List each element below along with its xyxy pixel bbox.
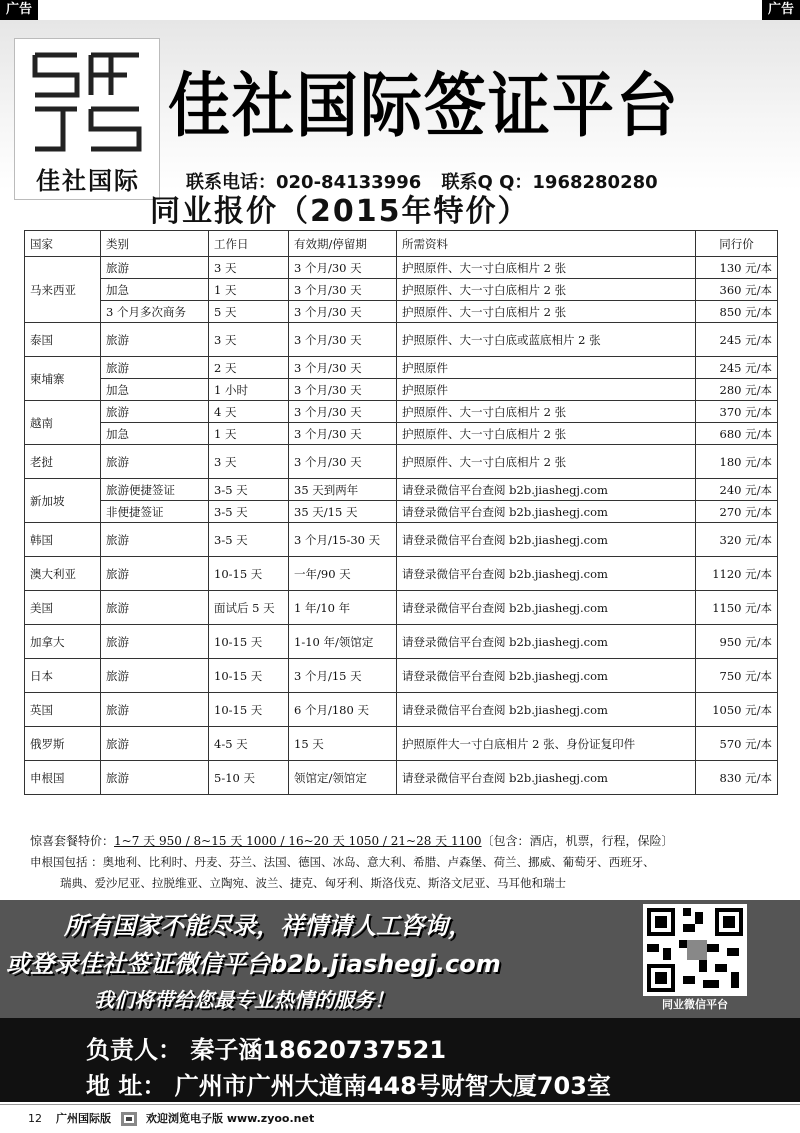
cell-validity: 15 天 — [289, 727, 397, 761]
cell-price: 370 元/本 — [696, 401, 778, 423]
cell-days: 4-5 天 — [209, 727, 289, 761]
table-row — [25, 761, 778, 795]
cell-docs: 请登录微信平台查阅 b2b.jiashegj.com — [397, 479, 696, 501]
cell-country: 俄罗斯 — [25, 727, 101, 761]
package-label: 惊喜套餐特价： — [30, 834, 115, 848]
contact-qq: 联系Q Q：1968280280 — [441, 172, 658, 193]
cell-price: 240 元/本 — [696, 479, 778, 501]
table-row — [25, 301, 778, 323]
cell-type: 旅游 — [101, 659, 209, 693]
col-country: 国家 — [25, 231, 101, 257]
table-row — [25, 727, 778, 761]
table-row — [25, 279, 778, 301]
cell-price: 245 元/本 — [696, 323, 778, 357]
cell-type: 旅游便捷签证 — [101, 479, 209, 501]
qr-block — [636, 904, 754, 1014]
address: 地 址： 广州市广州大道南448号财智大厦703室 — [86, 1072, 611, 1100]
qr-label: 同业微信平台 — [662, 998, 728, 1011]
cell-price: 360 元/本 — [696, 279, 778, 301]
cell-price: 245 元/本 — [696, 357, 778, 379]
cell-price: 830 元/本 — [696, 761, 778, 795]
cell-days: 1 天 — [209, 423, 289, 445]
table-row — [25, 257, 778, 279]
cell-docs: 护照原件、大一寸白底或蓝底相片 2 张 — [397, 323, 696, 357]
publication-name: 广州国际版 — [56, 1112, 111, 1125]
cell-country: 柬埔寨 — [25, 357, 101, 401]
table-body — [25, 257, 778, 795]
cell-docs: 护照原件、大一寸白底相片 2 张 — [397, 301, 696, 323]
cell-price: 750 元/本 — [696, 659, 778, 693]
cell-days: 3 天 — [209, 257, 289, 279]
banner-line-2: 或登录佳社签证微信平台b2b.jiashegj.com — [6, 950, 501, 978]
cell-docs: 护照原件、大一寸白底相片 2 张 — [397, 445, 696, 479]
qr-code-icon — [643, 904, 747, 996]
logo-mark-icon — [27, 47, 149, 157]
cell-price: 950 元/本 — [696, 625, 778, 659]
cell-validity: 35 天/15 天 — [289, 501, 397, 523]
cell-days: 5 天 — [209, 301, 289, 323]
logo-text: 佳社国际 — [36, 167, 140, 195]
cell-type: 非便捷签证 — [101, 501, 209, 523]
cell-type: 加急 — [101, 379, 209, 401]
package-offer — [30, 832, 674, 849]
table-row — [25, 693, 778, 727]
table-row — [25, 445, 778, 479]
cell-price: 180 元/本 — [696, 445, 778, 479]
table-row — [25, 659, 778, 693]
table-row — [25, 323, 778, 357]
cell-type: 旅游 — [101, 761, 209, 795]
cell-docs: 护照原件、大一寸白底相片 2 张 — [397, 401, 696, 423]
logo — [14, 38, 160, 200]
schengen-line-1: 申根国包括 ：奥地利、比利时、丹麦、芬兰、法国、德国、冰岛、意大利、希腊、卢森堡、荷兰、挪威、葡萄牙、西班牙、 — [30, 855, 655, 869]
cell-type: 旅游 — [101, 693, 209, 727]
table-row — [25, 557, 778, 591]
person-in-charge: 负责人： 秦子涵18620737521 — [86, 1036, 447, 1064]
cell-docs: 护照原件、大一寸白底相片 2 张 — [397, 423, 696, 445]
cell-price: 130 元/本 — [696, 257, 778, 279]
banner-line-3: 我们将带给您最专业热情的服务！ — [94, 988, 394, 1012]
cell-country: 泰国 — [25, 323, 101, 357]
cell-validity: 3 个月/30 天 — [289, 423, 397, 445]
cell-validity: 3 个月/30 天 — [289, 379, 397, 401]
col-type: 类别 — [101, 231, 209, 257]
cell-price: 270 元/本 — [696, 501, 778, 523]
cell-validity: 3 个月/30 天 — [289, 357, 397, 379]
cell-country: 加拿大 — [25, 625, 101, 659]
cell-docs: 护照原件、大一寸白底相片 2 张 — [397, 257, 696, 279]
table-row — [25, 479, 778, 501]
cell-type: 旅游 — [101, 557, 209, 591]
table-row — [25, 625, 778, 659]
cell-validity: 3 个月/30 天 — [289, 257, 397, 279]
cell-days: 10-15 天 — [209, 693, 289, 727]
cell-type: 旅游 — [101, 323, 209, 357]
cell-validity: 6 个月/180 天 — [289, 693, 397, 727]
price-subtitle: 同业报价（2015年特价） — [150, 194, 530, 229]
schengen-list — [30, 852, 780, 894]
cell-days: 4 天 — [209, 401, 289, 423]
ad-tag-left: 广告 — [0, 0, 38, 20]
publication-logo-icon — [120, 1111, 138, 1127]
cell-price: 850 元/本 — [696, 301, 778, 323]
col-days: 工作日 — [209, 231, 289, 257]
cell-type: 旅游 — [101, 357, 209, 379]
cell-type: 旅游 — [101, 625, 209, 659]
cell-country: 英国 — [25, 693, 101, 727]
cell-days: 3 天 — [209, 445, 289, 479]
cell-days: 3-5 天 — [209, 523, 289, 557]
cell-docs: 请登录微信平台查阅 b2b.jiashegj.com — [397, 761, 696, 795]
table-row — [25, 523, 778, 557]
info-banner — [0, 900, 800, 1018]
cell-type: 旅游 — [101, 727, 209, 761]
col-price: 同行价 — [696, 231, 778, 257]
cell-days: 10-15 天 — [209, 625, 289, 659]
header — [0, 20, 800, 195]
cell-days: 1 小时 — [209, 379, 289, 401]
cell-validity: 3 个月/15 天 — [289, 659, 397, 693]
cell-docs: 请登录微信平台查阅 b2b.jiashegj.com — [397, 659, 696, 693]
col-validity: 有效期/停留期 — [289, 231, 397, 257]
cell-docs: 请登录微信平台查阅 b2b.jiashegj.com — [397, 557, 696, 591]
cell-validity: 3 个月/30 天 — [289, 445, 397, 479]
epaper-link[interactable]: 欢迎浏览电子版 www.zyoo.net — [146, 1112, 315, 1125]
cell-days: 2 天 — [209, 357, 289, 379]
table-header-row — [25, 231, 778, 257]
cell-validity: 一年/90 天 — [289, 557, 397, 591]
contact-footer — [0, 1018, 800, 1102]
table-row — [25, 401, 778, 423]
cell-docs: 请登录微信平台查阅 b2b.jiashegj.com — [397, 693, 696, 727]
cell-country: 日本 — [25, 659, 101, 693]
cell-price: 1150 元/本 — [696, 591, 778, 625]
ad-tag-right: 广告 — [762, 0, 800, 20]
cell-validity: 3 个月/30 天 — [289, 323, 397, 357]
table-row — [25, 423, 778, 445]
cell-days: 3-5 天 — [209, 479, 289, 501]
cell-validity: 35 天到两年 — [289, 479, 397, 501]
cell-type: 旅游 — [101, 257, 209, 279]
cell-type: 旅游 — [101, 591, 209, 625]
cell-country: 越南 — [25, 401, 101, 445]
cell-country: 新加坡 — [25, 479, 101, 523]
cell-price: 1120 元/本 — [696, 557, 778, 591]
cell-docs: 请登录微信平台查阅 b2b.jiashegj.com — [397, 523, 696, 557]
contact-phone: 联系电话：020-84133996 — [186, 172, 422, 193]
cell-type: 旅游 — [101, 523, 209, 557]
cell-type: 加急 — [101, 423, 209, 445]
cell-type: 3 个月多次商务 — [101, 301, 209, 323]
cell-type: 旅游 — [101, 401, 209, 423]
cell-country: 马来西亚 — [25, 257, 101, 323]
cell-price: 1050 元/本 — [696, 693, 778, 727]
cell-days: 10-15 天 — [209, 557, 289, 591]
cell-price: 570 元/本 — [696, 727, 778, 761]
cell-docs: 请登录微信平台查阅 b2b.jiashegj.com — [397, 591, 696, 625]
cell-docs: 请登录微信平台查阅 b2b.jiashegj.com — [397, 501, 696, 523]
cell-country: 韩国 — [25, 523, 101, 557]
page-number: 12 — [28, 1112, 42, 1125]
cell-country: 老挝 — [25, 445, 101, 479]
cell-validity: 1-10 年/领馆定 — [289, 625, 397, 659]
cell-validity: 1 年/10 年 — [289, 591, 397, 625]
cell-price: 320 元/本 — [696, 523, 778, 557]
price-table — [24, 230, 778, 795]
cell-country: 澳大利亚 — [25, 557, 101, 591]
cell-validity: 3 个月/30 天 — [289, 401, 397, 423]
cell-days: 1 天 — [209, 279, 289, 301]
cell-price: 280 元/本 — [696, 379, 778, 401]
cell-days: 面试后 5 天 — [209, 591, 289, 625]
cell-days: 5-10 天 — [209, 761, 289, 795]
cell-country: 美国 — [25, 591, 101, 625]
banner-line-1: 所有国家不能尽录，祥情请人工咨询， — [64, 912, 472, 940]
table-row — [25, 591, 778, 625]
cell-type: 旅游 — [101, 445, 209, 479]
col-docs: 所需资料 — [397, 231, 696, 257]
cell-validity: 3 个月/30 天 — [289, 301, 397, 323]
table-row — [25, 501, 778, 523]
cell-docs: 护照原件、大一寸白底相片 2 张 — [397, 279, 696, 301]
cell-docs: 护照原件 — [397, 357, 696, 379]
page-title: 佳社国际签证平台 — [168, 64, 681, 147]
package-prices: 1~7 天 950 / 8~15 天 1000 / 16~20 天 1050 / 21~28 天 1100 — [114, 834, 482, 848]
cell-type: 加急 — [101, 279, 209, 301]
table-row — [25, 357, 778, 379]
schengen-line-2: 瑞典、爱沙尼亚、拉脱维亚、立陶宛、波兰、捷克、匈牙利、斯洛伐克、斯洛文尼亚、马耳他和瑞士 — [60, 876, 566, 890]
cell-days: 3 天 — [209, 323, 289, 357]
cell-docs: 请登录微信平台查阅 b2b.jiashegj.com — [397, 625, 696, 659]
cell-validity: 3 个月/15-30 天 — [289, 523, 397, 557]
cell-price: 680 元/本 — [696, 423, 778, 445]
cell-validity: 领馆定/领馆定 — [289, 761, 397, 795]
cell-days: 10-15 天 — [209, 659, 289, 693]
cell-docs: 护照原件大一寸白底相片 2 张、身份证复印件 — [397, 727, 696, 761]
cell-days: 3-5 天 — [209, 501, 289, 523]
cell-country: 申根国 — [25, 761, 101, 795]
cell-docs: 护照原件 — [397, 379, 696, 401]
page-footer — [0, 1104, 800, 1133]
package-includes: 〔包含：酒店，机票，行程，保险〕 — [481, 834, 674, 848]
cell-validity: 3 个月/30 天 — [289, 279, 397, 301]
table-row — [25, 379, 778, 401]
